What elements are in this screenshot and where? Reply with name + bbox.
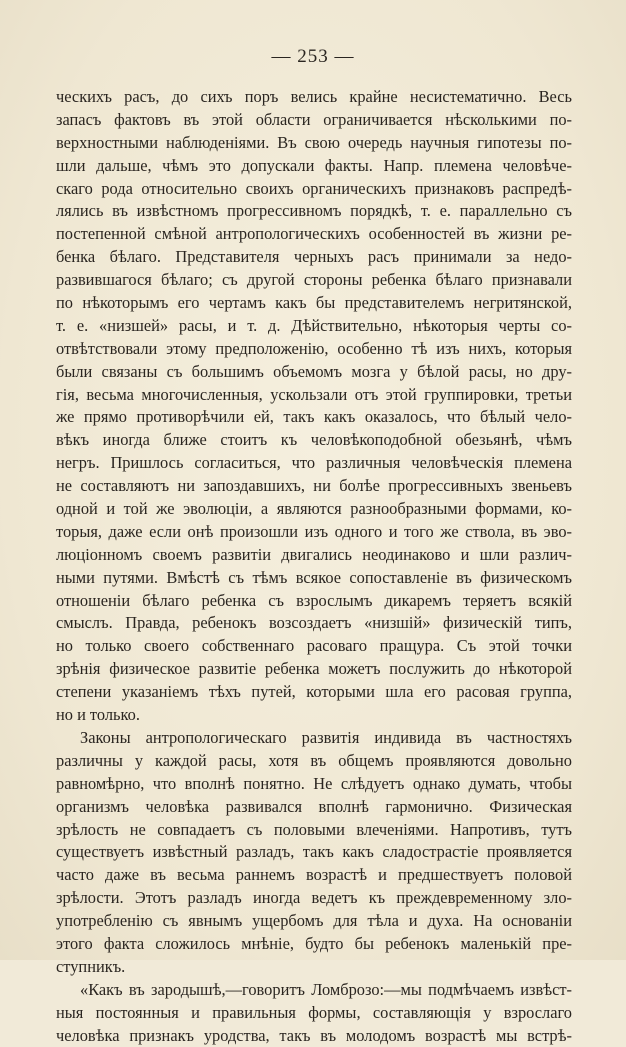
text-line: не составляютъ ни запоздавшихъ, ни болѣе прогрессивныхъ звеньевъ [56,476,572,496]
text-line: скаго рода относительно своихъ органическихъ признаковъ распредѣ- [56,178,572,198]
text-line: по нѣкоторымъ его чертамъ какъ бы представителемъ негритянской, [56,293,572,313]
text-line: отношеніи бѣлаго ребенка съ взрослымъ дикаремъ теряетъ всякій [56,590,572,610]
text-line: люціонномъ своемъ развитіи двигались неодинаково и шли различ- [56,544,572,564]
text-line: этого факта сложилось мнѣніе, будто бы ребенокъ маленькій пре- [56,933,572,953]
text-line: часто даже въ весьма раннемъ возрастѣ и предшествуетъ половой [56,865,572,885]
text-line: были связаны съ большимъ объемомъ мозга у бѣлой расы, но дру- [56,361,572,381]
text-line: зрѣлость не совпадаетъ съ половыми влеченіями. Напротивъ, тутъ [56,819,572,839]
body-text [56,86,572,1047]
text-line: равномѣрно, что вполнѣ понятно. Не слѣдуетъ однако думать, чтобы [56,773,572,793]
text-line: запасъ фактовъ въ этой области ограничивается нѣсколькими по- [56,109,572,129]
text-line: торыя, даже если онѣ произошли изъ одного и того же ствола, въ эво- [56,521,572,541]
text-line: т. е. «низшей» расы, и т. д. Дѣйствительно, нѣкоторыя черты со- [56,315,572,335]
text-line: верхностными наблюденіями. Въ свою очередь научныя гипотезы по- [56,132,572,152]
text-line: существуетъ извѣстный разладъ, такъ какъ сладострастіе проявляется [56,842,572,862]
text-line: употребленію съ явнымъ ущербомъ для тѣла и духа. На основаніи [56,911,572,931]
text-line: ческихъ расъ, до сихъ поръ велись крайне несистематично. Весь [56,87,572,106]
text-line: развившагося бѣлаго; съ другой стороны ребенка бѣлаго признавали [56,270,572,290]
text-line: ступникъ. [56,956,126,976]
text-line: различны у каждой расы, хотя въ общемъ проявляются довольно [56,750,572,770]
paragraph-2 [56,727,572,979]
text-line: смыслъ. Правда, ребенокъ возсоздаетъ «низшій» физическій типъ, [56,613,572,633]
text-line: степени указаніемъ тѣхъ путей, которыми шла его расовая группа, [56,682,572,702]
text-line: зрѣлости. Этотъ разладъ иногда ведетъ къ преждевременному зло- [56,888,572,908]
text-line: ными путями. Вмѣстѣ съ тѣмъ всякое сопоставленіе въ физическомъ [56,567,572,587]
text-line: зрѣнія физическое развитіе ребенка можетъ послужить до нѣкоторой [56,659,572,679]
page-number: — 253 — [271,46,355,67]
text-line: лялись въ извѣстномъ прогрессивномъ порядкѣ, т. е. параллельно съ [56,201,572,221]
text-line: Законы антропологическаго развитія индивида въ частностяхъ [80,727,572,747]
text-line: постепенной смѣной антропологическихъ особенностей въ жизни ре- [56,224,572,244]
paragraph-3 [56,979,572,1047]
text-line: организмъ человѣка развивался вполнѣ гармонично. Физическая [56,796,572,816]
text-line: человѣка признакъ уродства, такъ въ молодомъ возрастѣ мы встрѣ- [56,1025,572,1045]
paragraph-1 [56,86,572,727]
text-line: же прямо противорѣчили ей, такъ какъ оказалось, что бѣлый чело- [56,407,572,427]
text-line: «Какъ въ зародышѣ,—говоритъ Ломброзо:—мы подмѣчаемъ извѣст- [80,979,572,999]
text-line: гія, весьма многочисленныя, ускользали отъ этой группировки, третьи [56,384,572,404]
text-line: шли дальше, чѣмъ это допускали факты. Напр. племена человѣче- [56,155,572,175]
text-line: негръ. Пришлось согласиться, что различныя человѣческія племена [56,453,572,473]
text-line: вѣкъ иногда ближе стоитъ къ человѣкоподобной обезьянѣ, чѣмъ [56,430,572,450]
text-line: отвѣтствовали этому предположенію, особенно тѣ изъ нихъ, которыя [56,338,572,358]
text-line: но и только. [56,705,140,725]
text-line: одной и той же эволюціи, а являются разнообразными формами, ко- [56,499,572,519]
text-line: но только своего собственнаго расоваго пращура. Съ этой точки [56,636,572,656]
text-line: ныя постоянныя и правильныя формы, составляющія у взрослаго [56,1002,572,1022]
text-line: бенка бѣлаго. Представителя черныхъ расъ принимали за недо- [56,247,572,267]
